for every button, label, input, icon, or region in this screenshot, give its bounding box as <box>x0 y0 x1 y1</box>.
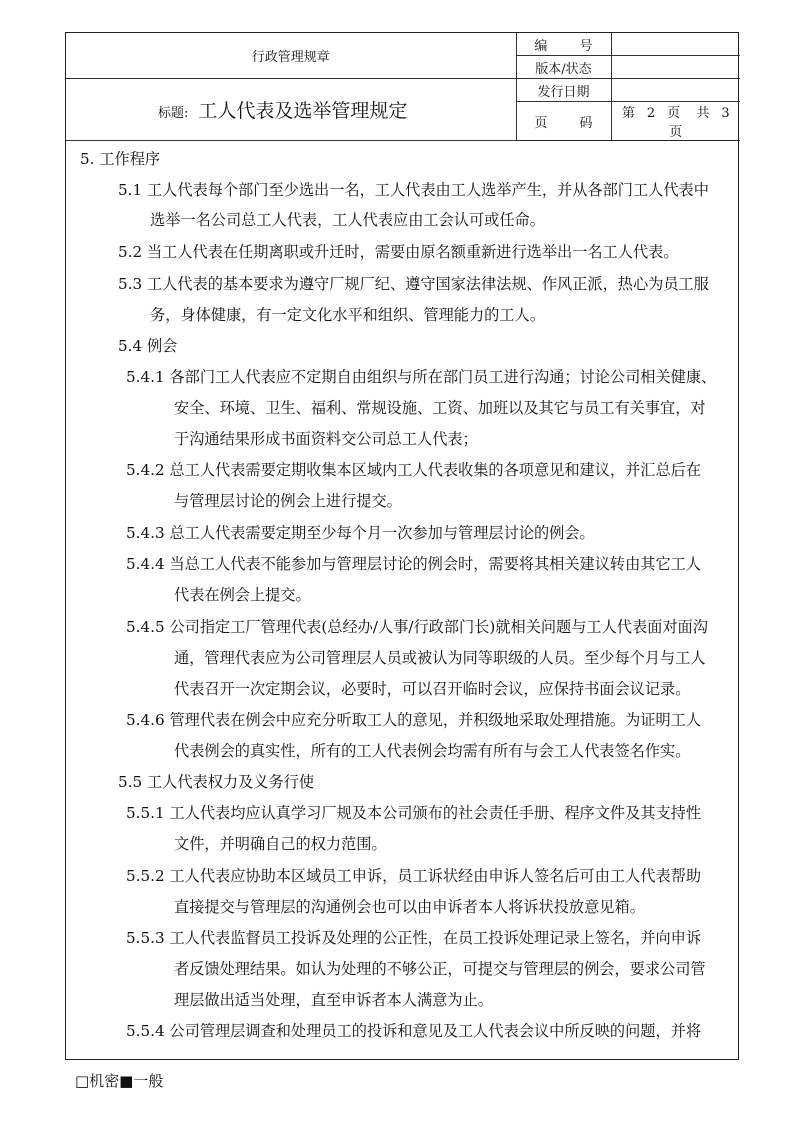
text-line: 5.4.1 各部门工人代表应不定期自由组织与所在部门员工进行沟通；讨论公司相关健康、 <box>126 368 717 386</box>
number-label: 编 号 <box>516 33 611 56</box>
version-label: 版本/状态 <box>516 56 611 79</box>
text-line: 文件，并明确自己的权力范围。 <box>174 835 387 853</box>
subsection-heading: 5.4 例会 <box>118 337 178 355</box>
text-line: 5.4.3 总工人代表需要定期至少每个月一次参加与管理层讨论的例会。 <box>126 524 595 542</box>
text-line: 安全、环境、卫生、福利、常规设施、工资、加班以及其它与员工有关事宜，对 <box>174 399 706 417</box>
text-line: 5.5.3 工人代表监督员工投诉及处理的公正性，在员工投诉处理记录上签名，并向申诉 <box>126 929 702 947</box>
text-line: 5.4.6 管理代表在例会中应充分听取工人的意见，并积级地采取处理措施。为证明工人 <box>126 711 702 729</box>
text-line: 者反馈处理结果。如认为处理的不够公正，可提交与管理层的例会，要求公司管 <box>174 960 706 978</box>
text-line: 5.4.2 总工人代表需要定期收集本区域内工人代表收集的各项意见和建议，并汇总后在 <box>126 461 702 479</box>
page-word-c: 共 <box>696 106 710 121</box>
page-word-a: 第 <box>621 106 635 121</box>
issue-date-value <box>611 79 740 102</box>
org-title: 行政管理规章 <box>66 33 516 79</box>
version-value <box>611 56 740 79</box>
text-line: 理层做出适当处理，直至申诉者本人满意为止。 <box>174 991 493 1009</box>
text-line: 5.4.5 公司指定工厂管理代表(总经办/人事/行政部门长)就相关问题与工人代表面对面沟 <box>126 618 708 636</box>
page-word-d: 页 <box>669 125 683 140</box>
page-total: 3 <box>721 106 730 121</box>
page-value <box>611 102 740 141</box>
text-line: 5.3 工人代表的基本要求为遵守厂规厂纪、遵守国家法律法规、作风正派，热心为员工服 <box>118 275 709 293</box>
confidentiality-footer: □机密■一般 <box>75 1072 164 1090</box>
text-line: 5.5.2 工人代表应协助本区域员工申诉，员工诉状经由申诉人签名后可由工人代表帮助 <box>126 867 702 885</box>
page-current: 2 <box>646 106 656 121</box>
text-line: 代表在例会上提交。 <box>174 586 311 604</box>
section-heading: 5. 工作程序 <box>80 150 161 168</box>
text-line: 通，管理代表应为公司管理层人员或被认为同等职级的人员。至少每个月与工人 <box>174 649 706 667</box>
title-label: 标题: <box>158 106 189 121</box>
page-label: 页 码 <box>516 102 611 141</box>
issue-date-label: 发行日期 <box>516 79 611 102</box>
text-line: 与管理层讨论的例会上进行提交。 <box>174 492 402 510</box>
subsection-heading: 5.5 工人代表权力及义务行使 <box>118 773 315 791</box>
text-line: 务，身体健康，有一定文化水平和组织、管理能力的工人。 <box>150 306 545 324</box>
page-word-b: 页 <box>667 106 681 121</box>
title-value: 工人代表及选举管理规定 <box>198 100 408 122</box>
text-line: 代表例会的真实性，所有的工人代表例会均需有所有与会工人代表签名作实。 <box>174 742 691 760</box>
number-value <box>611 33 740 56</box>
text-line: 5.2 当工人代表在任期离职或升迁时，需要由原名额重新进行选举出一名工人代表。 <box>118 243 679 261</box>
document-frame <box>65 32 739 1060</box>
text-line: 选举一名公司总工人代表，工人代表应由工会认可或任命。 <box>150 211 545 229</box>
text-line: 5.5.4 公司管理层调查和处理员工的投诉和意见及工人代表会议中所反映的问题，并将 <box>126 1022 702 1040</box>
text-line: 直接提交与管理层的沟通例会也可以由申诉者本人将诉状投放意见箱。 <box>174 898 645 916</box>
text-line: 于沟通结果形成书面资料交公司总工人代表； <box>174 430 478 448</box>
text-line: 5.1 工人代表每个部门至少选出一名，工人代表由工人选举产生，并从各部门工人代表中 <box>118 181 709 199</box>
doc-title <box>66 79 516 141</box>
text-line: 5.5.1 工人代表均应认真学习厂规及本公司颁布的社会责任手册、程序文件及其支持性 <box>126 804 702 822</box>
text-line: 代表召开一次定期会议，必要时，可以召开临时会议，应保持书面会议记录。 <box>174 680 691 698</box>
text-line: 5.4.4 当总工人代表不能参加与管理层讨论的例会时，需要将其相关建议转由其它工人 <box>126 555 702 573</box>
header-table <box>66 33 740 141</box>
